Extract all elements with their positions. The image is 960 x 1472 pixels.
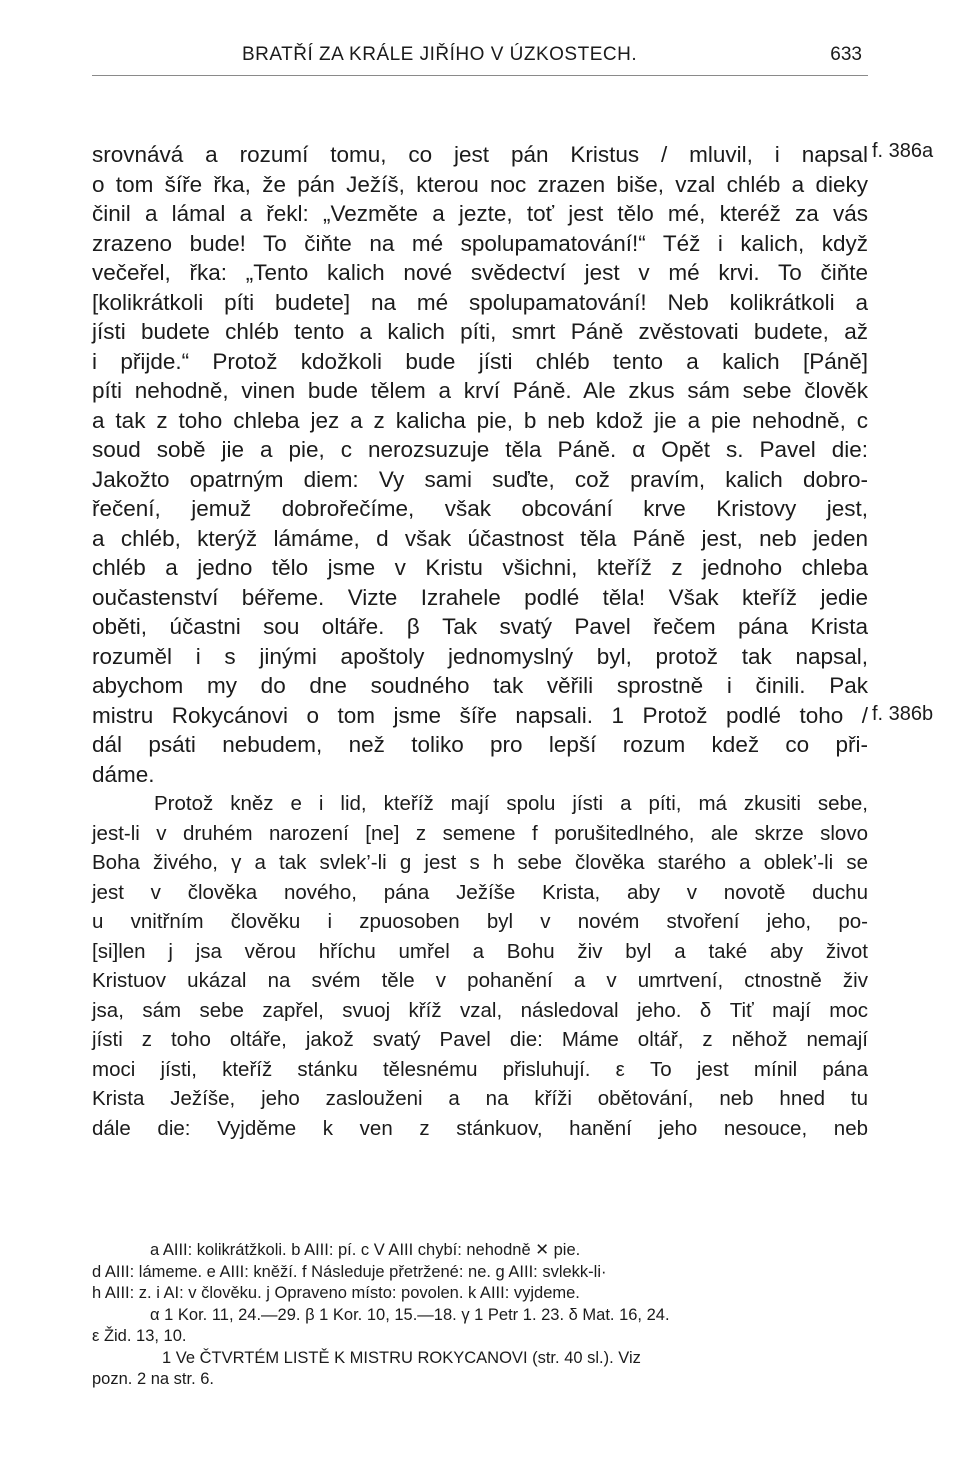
running-header <box>92 44 868 74</box>
running-title: BRATŘÍ ZA KRÁLE JIŘÍHO V ÚZKOSTECH. <box>242 44 638 65</box>
text-line: abychom my do dne soudného tak věřili sprostně i činili. Pak <box>92 673 868 698</box>
text-line: moci jísti, kteříž stánku tělesnému přisluhují. ε To jest mínil pána <box>92 1057 868 1081</box>
text-line: Krista Ježíše, jeho zaslouženi a na kříži obětování, neb hned tu <box>92 1087 868 1110</box>
footnote-line: ε Žid. 13, 10. <box>92 1327 187 1345</box>
text-line: jsa, sám sebe zapřel, svuoj kříž vzal, následoval jeho. δ Tiť mají moc <box>92 998 868 1022</box>
text-line: oučastenství béřeme. Vizte Izrahele podlé těla! Však kteříž jedie <box>92 584 868 610</box>
text-line: srovnává a rozumí tomu, co jest pán Kristus / mluvil, i napsal <box>92 142 868 167</box>
text-line: [si]len j jsa věrou hříchu umřel a Bohu živ byl a také aby život <box>92 939 868 963</box>
text-line: jísti z toho oltáře, jakož svatý Pavel die: Máme oltář, z něhož nemají <box>92 1028 868 1051</box>
text-line: a tak z toho chleba jez a z kalicha pie, b neb kdož jie a pie nehodně, c <box>92 407 868 433</box>
footnote-line: a AIII: kolikrátžkoli. b AIII: pí. c V AIII chybí: nehodně ✕ pie. <box>150 1241 581 1259</box>
text-line: Kristuov ukázal na svém těle v pohanění a v umrtvení, ctnostně živ <box>92 969 868 992</box>
text-line: jísti budete chléb tento a kalich píti, smrt Páně zvěstovati budete, až <box>92 319 868 344</box>
text-line: o tom šíře řka, že pán Ježíš, kterou noc zrazen biše, vzal chléb a dieky <box>92 171 868 197</box>
text-line: Boha živého, γ a tak svlek’-li g jest s h sebe člověka starého a oblek’-li se <box>92 851 868 874</box>
footnotes <box>92 1240 868 1391</box>
text-line: soud sobě jie a pie, c nerozsuzuje těla Páně. α Opět s. Pavel die: <box>92 437 868 462</box>
text-line: Jakožto opatrným diem: Vy sami suďte, což pravím, kalich dobro- <box>92 466 868 492</box>
text-line: píti nehodně, vinen bude tělem a krví Páně. Ale zkus sám sebe člověk <box>92 378 868 403</box>
text-line: mistru Rokycánovi o tom jsme šíře napsali. 1 Protož podlé toho / <box>92 702 868 728</box>
margin-folio-386b: f. 386b <box>872 703 934 725</box>
text-line: zrazeno bude! To čiňte na mé spolupamatování!“ Též i kalich, když <box>92 230 868 256</box>
text-line: [kolikrátkoli píti budete] na mé spolupamatování! Neb kolikrátkoli a <box>92 289 868 315</box>
text-line: rozuměl i s jinými apoštoly jednomyslný byl, protož tak napsal, <box>92 643 868 669</box>
text-line: i přijde.“ Protož kdožkoli bude jísti chléb tento a kalich [Páně] <box>92 348 868 374</box>
text-line: chléb a jedno tělo jsme v Kristu všichni, kteříž z jednoho chleba <box>92 555 868 580</box>
footnote-line: 1 Ve ČTVRTÉM LISTĚ K MISTRU ROKYCANOVI (str. 40 sl.). Viz <box>162 1348 641 1367</box>
text-line-paragraph-start: Protož kněz e i lid, kteříž mají spolu jísti a píti, má zkusiti sebe, <box>154 792 868 815</box>
text-line: a chléb, kterýž lámáme, d však účastnost těla Páně jest, neb jeden <box>92 525 868 551</box>
page-number: 633 <box>830 44 862 65</box>
text-line: večeřel, řka: „Tento kalich nové svědectví jest v mé krvi. To čiňte <box>92 260 868 285</box>
main-text <box>92 140 868 1143</box>
header-rule <box>92 75 868 76</box>
text-line: činil a lámal a řekl: „Vezměte a jezte, toť jest tělo mé, kteréž za vás <box>92 201 868 226</box>
margin-folio-386a: f. 386a <box>872 140 934 162</box>
text-line: jest-li v druhém narození [ne] z semene f porušitedlného, ale skrze slovo <box>92 821 868 845</box>
footnote-line: d AIII: lámeme. e AIII: kněží. f Následuje přetržené: ne. g AIII: svlekk-li· <box>92 1262 607 1281</box>
footnote-line: pozn. 2 na str. 6. <box>92 1370 214 1388</box>
text-line: dáme. <box>92 761 155 787</box>
text-line: řečení, jemuž dobrořečíme, však obcování krve Kristovy jest, <box>92 496 868 521</box>
text-line: dál psáti nebudem, než toliko pro lepší rozum kdež co při- <box>92 732 868 757</box>
text-line: dále die: Vyjděme k ven z stánkuov, hanění jeho nesouce, neb <box>92 1116 868 1140</box>
text-line: jest v člověka nového, pána Ježíše Krista, aby v novotě duchu <box>92 880 868 904</box>
footnote-line: α 1 Kor. 11, 24.—29. β 1 Kor. 10, 15.—18. γ 1 Petr 1. 23. δ Mat. 16, 24. <box>150 1305 670 1324</box>
text-line: u vnitřním člověku i zpuosoben byl v novém stvoření jeho, po- <box>92 910 868 933</box>
footnote-line: h AIII: z. i AI: v člověku. j Opraveno místo: povolen. k AIII: vyjdeme. <box>92 1284 580 1302</box>
text-line: oběti, účastni sou oltáře. β Tak svatý Pavel řečem pána Krista <box>92 614 868 639</box>
